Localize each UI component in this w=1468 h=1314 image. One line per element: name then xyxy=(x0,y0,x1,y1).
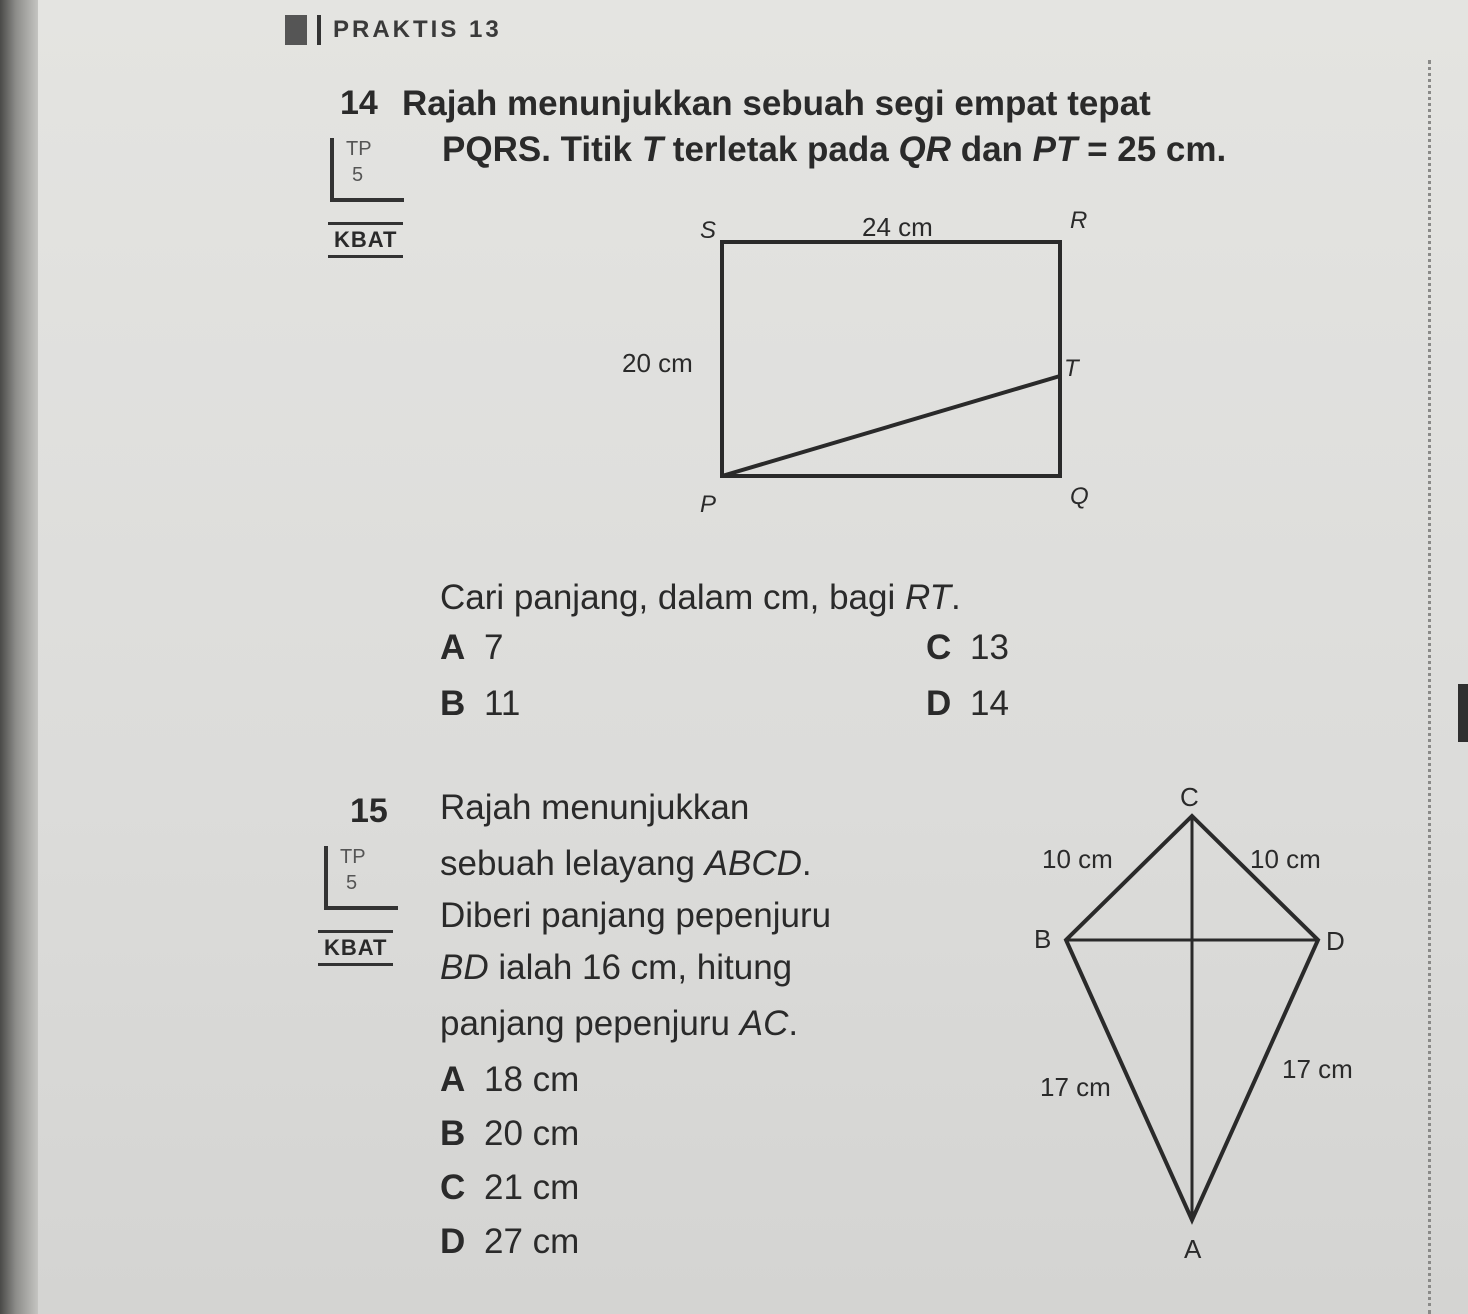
segment-pt xyxy=(722,376,1060,476)
question-15-line3: Diberi panjang pepenjuru xyxy=(440,896,832,935)
vertex-s-label: S xyxy=(700,217,717,244)
q15-option-d[interactable]: D 27 cm xyxy=(440,1222,580,1261)
question-14-line2: PQRS. Titik T terletak pada QR dan PT = 25 cm. xyxy=(442,130,1227,169)
vertex-q-label: Q xyxy=(1070,483,1089,510)
point-t-label: T xyxy=(1064,355,1079,382)
vertex-b-label: B xyxy=(1034,924,1052,954)
vertex-a-label: A xyxy=(1184,1234,1202,1264)
rectangle-pqrs xyxy=(722,242,1060,476)
side-sr-length: 24 cm xyxy=(862,212,933,242)
question-15-line4: BD ialah 16 cm, hitung xyxy=(440,948,793,987)
question-14-line1: Rajah menunjukkan sebuah segi empat tepat xyxy=(402,84,1151,123)
side-ps-length: 20 cm xyxy=(622,348,693,378)
section-title: PRAKTIS 13 xyxy=(333,16,502,43)
question-15-line2: sebuah lelayang ABCD. xyxy=(440,844,812,883)
question-14-number: 14 xyxy=(340,84,378,122)
side-ad-length: 17 cm xyxy=(1282,1054,1353,1084)
vertex-c-label: C xyxy=(1180,782,1199,812)
question-15-line1: Rajah menunjukkan xyxy=(440,788,750,827)
q14-option-c[interactable]: C 13 xyxy=(926,628,1009,667)
q14-option-b[interactable]: B 11 xyxy=(440,684,521,723)
tp-level: 5 xyxy=(352,164,364,186)
vertex-r-label: R xyxy=(1070,207,1088,234)
vertex-p-label: P xyxy=(700,491,717,518)
q15-option-a[interactable]: A 18 cm xyxy=(440,1060,580,1099)
q15-option-b[interactable]: B 20 cm xyxy=(440,1114,580,1153)
tp-label: TP xyxy=(340,846,366,868)
question-15-kbat-tag: KBAT xyxy=(318,930,393,966)
side-cb-length: 10 cm xyxy=(1042,844,1113,874)
tp-label: TP xyxy=(346,138,372,160)
side-cd-length: 10 cm xyxy=(1250,844,1321,874)
question-15-tp-badge xyxy=(324,846,398,910)
question-14-kbat-tag: KBAT xyxy=(328,222,403,258)
tp-level: 5 xyxy=(346,872,358,894)
question-14-prompt: Cari panjang, dalam cm, bagi RT. xyxy=(440,578,961,617)
vertex-d-label: D xyxy=(1326,926,1345,956)
side-ab-length: 17 cm xyxy=(1040,1072,1111,1102)
q14-option-d[interactable]: D 14 xyxy=(926,684,1009,723)
question-15-line5: panjang pepenjuru AC. xyxy=(440,1004,799,1043)
q15-option-c[interactable]: C 21 cm xyxy=(440,1168,580,1207)
question-15-number: 15 xyxy=(350,792,388,830)
q14-option-a[interactable]: A 7 xyxy=(440,628,504,667)
